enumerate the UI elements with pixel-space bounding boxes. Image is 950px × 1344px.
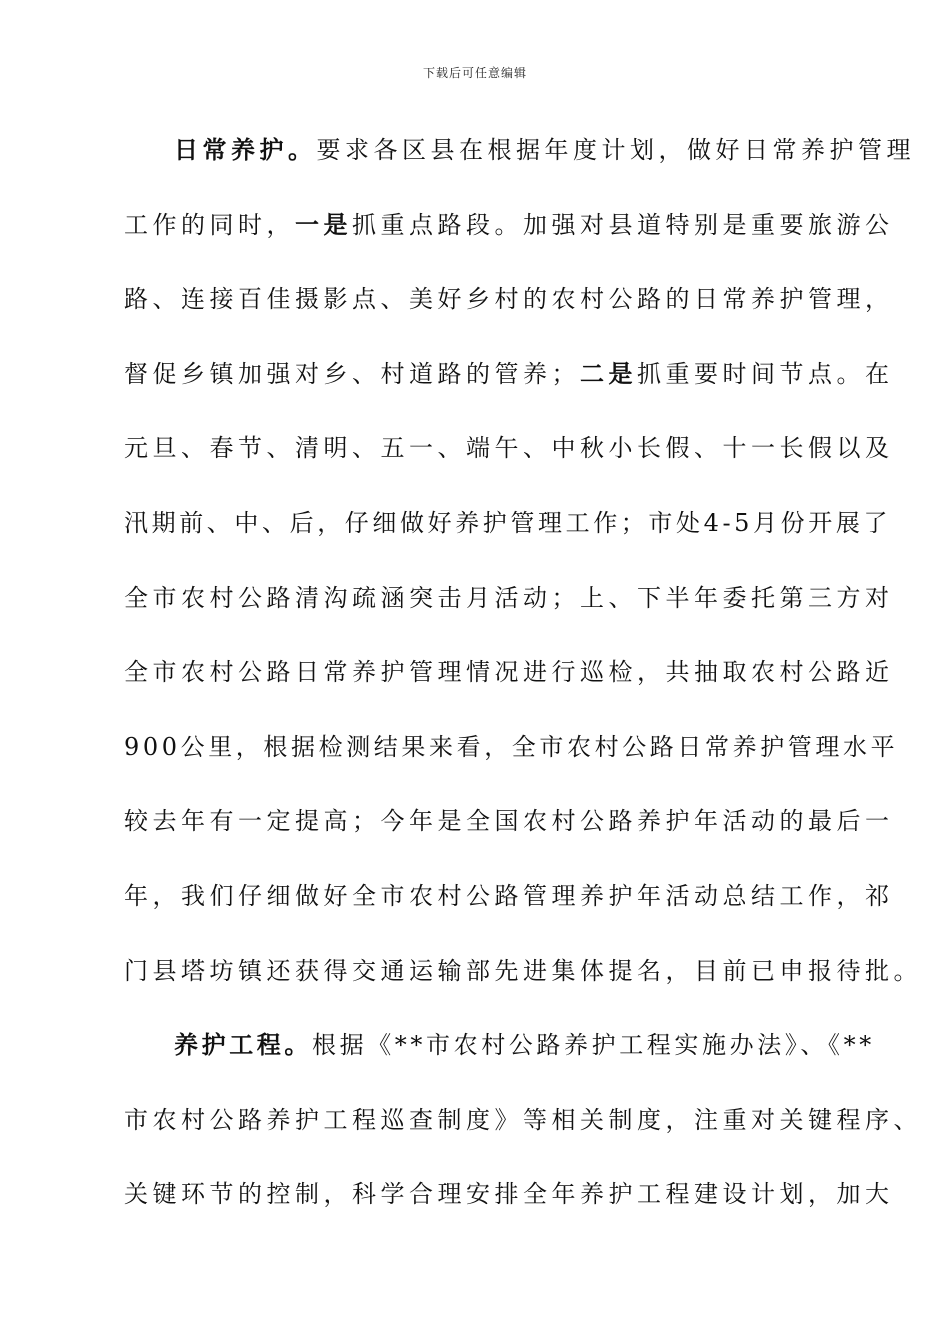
text-line — [124, 188, 894, 263]
text-line — [124, 934, 922, 1009]
text-line — [124, 710, 899, 785]
text-line — [124, 411, 894, 486]
text-run: 市农村公路养护工程巡查制度》等相关制度，注重对关键程序、 — [124, 1105, 922, 1134]
text-line — [124, 486, 892, 561]
text-run: 督促乡镇加强对乡、村道路的管养； — [124, 359, 580, 388]
text-run: 要求各区县在根据年度计划，做好日常养护管理 — [316, 136, 915, 164]
text-run: 全市农村公路清沟疏涵突击月活动；上、下半年委托第三方对 — [124, 583, 894, 612]
text-line — [124, 262, 894, 337]
text-line — [124, 784, 894, 859]
page-header: 下载后可任意编辑 — [422, 66, 527, 80]
text-line — [124, 1008, 875, 1083]
text-line — [124, 635, 894, 710]
text-line — [124, 1157, 894, 1232]
text-run: 门县塔坊镇还获得交通运输部先进集体提名，目前已申报待批。 — [124, 956, 922, 985]
text-run: 年，我们仔细做好全市农村公路管理养护年活动总结工作，祁 — [124, 881, 894, 910]
section-heading: 养护工程。 — [174, 1030, 312, 1060]
section-heading: 日常养护。 — [174, 135, 317, 164]
text-run: 抓重要时间节点。在 — [637, 359, 894, 388]
paragraph-daily-maintenance — [124, 113, 922, 1008]
text-run: 工作的同时， — [124, 210, 295, 239]
text-run: 抓重点路段。加强对县道特别是重要旅游公 — [352, 210, 894, 239]
text-run: 全市农村公路日常养护管理情况进行巡检，共抽取农村公路近 — [124, 658, 894, 687]
text-line — [124, 113, 915, 188]
document-body — [124, 113, 922, 1232]
emphasis-term: 一是 — [295, 209, 352, 239]
text-run: 汛期前、中、后，仔细做好养护管理工作；市处4-5月份开展了 — [124, 508, 892, 537]
text-run: 路、连接百佳摄影点、美好乡村的农村公路的日常养护管理， — [124, 285, 894, 314]
paragraph-maintenance-projects — [124, 1008, 922, 1232]
text-line — [124, 859, 894, 934]
emphasis-term: 二是 — [580, 358, 637, 388]
text-run: 900公里，根据检测结果来看，全市农村公路日常养护管理水平 — [124, 732, 899, 761]
text-line — [124, 1083, 922, 1158]
text-line — [124, 337, 894, 412]
text-run: 元旦、春节、清明、五一、端午、中秋小长假、十一长假以及 — [124, 434, 894, 463]
text-run: 根据《**市农村公路养护工程实施办法》、《** — [312, 1031, 875, 1060]
text-run: 关键环节的控制，科学合理安排全年养护工程建设计划，加大 — [124, 1180, 894, 1209]
text-line — [124, 561, 894, 636]
text-run: 较去年有一定提高；今年是全国农村公路养护年活动的最后一 — [124, 807, 894, 836]
